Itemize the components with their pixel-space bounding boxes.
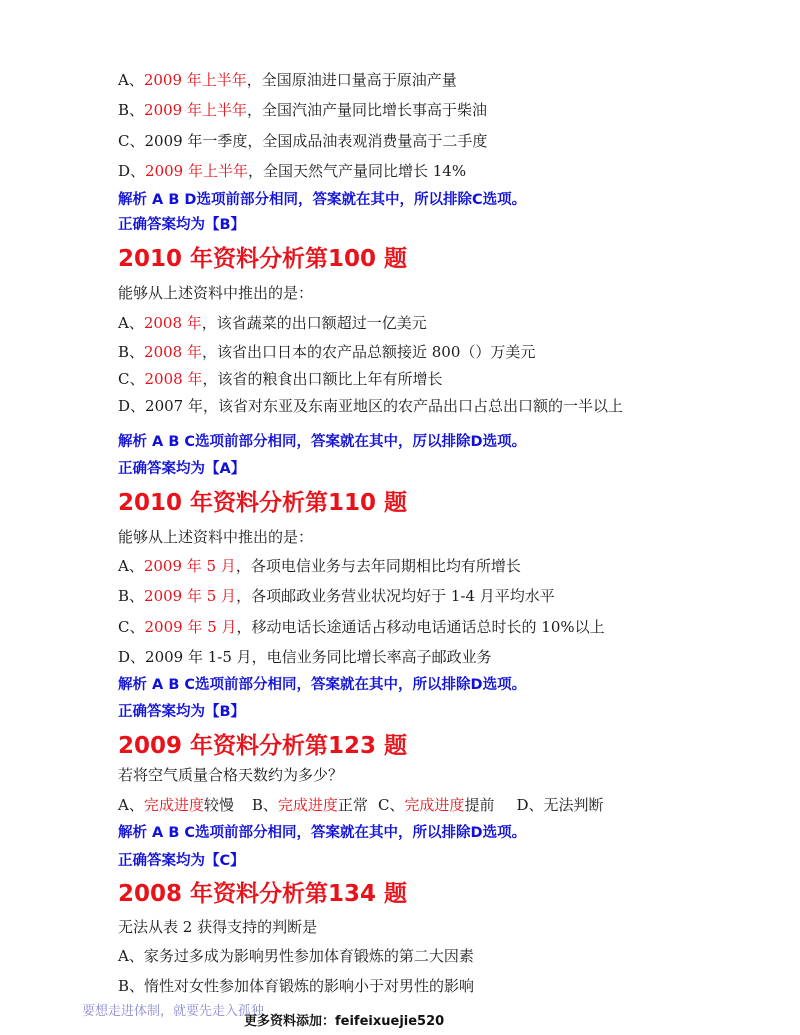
- watermark-text: 要想走进体制，就要先走入孤独: [82, 1004, 265, 1019]
- question-heading: 2008 年资料分析第134 题: [118, 881, 408, 907]
- option-c: [118, 617, 605, 637]
- option-prefix: C、: [377, 796, 405, 814]
- option-prefix: B、: [118, 101, 145, 119]
- explanation: 解析 A B C选项前部分相同，答案就在其中，厉以排除D选项。: [118, 434, 527, 450]
- correct-answer: 正确答案均为【B】: [118, 704, 246, 720]
- option-a: [118, 313, 427, 333]
- option-prefix: B、: [251, 796, 278, 814]
- option-a: A、家务过多成为影响男性参加体育锻炼的第二大因素: [118, 947, 474, 965]
- question-text: 若将空气质量合格天数约为多少？: [118, 766, 344, 784]
- highlight-text: 完成进度: [277, 796, 338, 814]
- highlight-text: 2009 年上半年: [144, 101, 247, 119]
- explanation: 解析 A B C选项前部分相同，答案就在其中，所以排除D选项。: [118, 677, 527, 693]
- highlight-text: 2009 年上半年: [143, 71, 247, 89]
- option-text: 较慢: [203, 796, 234, 814]
- option-d: D、2009 年 1-5 月，电信业务同比增长率高子邮政业务: [118, 648, 492, 666]
- footer-text: 更多资料添加：feifeixuejie520: [244, 1014, 445, 1029]
- highlight-text: 完成进度: [143, 796, 204, 814]
- option-text: 正常: [337, 796, 368, 814]
- option-prefix: C、: [118, 618, 145, 636]
- options-row: [118, 795, 603, 815]
- option-text: ，全国汽油产量同比增长事高于柴油: [246, 101, 487, 119]
- option-d: [118, 161, 466, 181]
- explanation: 解析 A B D选项前部分相同，答案就在其中，所以排除C选项。: [118, 192, 527, 208]
- option-prefix: D、: [118, 162, 146, 180]
- highlight-text: 2009 年 5 月: [144, 587, 237, 605]
- option-prefix: A、: [118, 557, 144, 575]
- option-text: ，该省出口日本的农产品总额接近 800（）万美元: [201, 343, 536, 361]
- option-text: ，各项电信业务与去年同期相比均有所增长: [235, 557, 521, 575]
- question-heading: 2010 年资料分析第100 题: [118, 246, 408, 272]
- highlight-text: 2009 年 5 月: [144, 618, 237, 636]
- option-text: ，全国天然气产量同比增长 14%: [247, 162, 467, 180]
- option-text: 提前: [464, 796, 495, 814]
- option-b: [118, 586, 555, 606]
- option-prefix: A、: [118, 314, 144, 332]
- option-d: D、2007 年，该省对东亚及东南亚地区的农产品出口占总出口额的一半以上: [118, 397, 623, 415]
- correct-answer: 正确答案均为【C】: [118, 853, 245, 869]
- option-text: ，移动电话长途通话占移动电话通话总时长的 10%以上: [236, 618, 605, 636]
- correct-answer: 正确答案均为【A】: [118, 461, 246, 477]
- question-text: 无法从表 2 获得支持的判断是: [118, 918, 318, 936]
- highlight-text: 2008 年: [144, 370, 203, 388]
- option-c: [118, 369, 442, 389]
- option-prefix: C、: [118, 370, 145, 388]
- option-c: C、2009 年一季度，全国成品油表观消费量高于二手度: [118, 132, 488, 150]
- question-text: 能够从上述资料中推出的是：: [118, 284, 314, 302]
- explanation: 解析 A B C选项前部分相同，答案就在其中，所以排除D选项。: [118, 825, 527, 841]
- question-text: 能够从上述资料中推出的是：: [118, 528, 314, 546]
- option-a: [118, 70, 457, 90]
- option-b: [118, 342, 535, 362]
- highlight-text: 2009 年 5 月: [143, 557, 236, 575]
- option-b: B、惰性对女性参加体育锻炼的影响小于对男性的影响: [118, 977, 475, 995]
- question-heading: 2010 年资料分析第110 题: [118, 490, 408, 516]
- option-text: ，全国原油进口量高于原油产量: [246, 71, 457, 89]
- option-text: ，各项邮政业务营业状况均好于 1-4 月平均水平: [236, 587, 555, 605]
- highlight-text: 完成进度: [404, 796, 465, 814]
- option-prefix: B、: [118, 343, 145, 361]
- option-prefix: A、: [118, 71, 144, 89]
- highlight-text: 2009 年上半年: [145, 162, 248, 180]
- option-text: ，该省蔬菜的出口额超过一亿美元: [201, 314, 427, 332]
- highlight-text: 2008 年: [143, 314, 202, 332]
- option-text: ，该省的粮食出口额比上年有所增长: [202, 370, 443, 388]
- highlight-text: 2008 年: [144, 343, 202, 361]
- option-prefix: B、: [118, 587, 145, 605]
- question-heading: 2009 年资料分析第123 题: [118, 733, 408, 759]
- option-prefix: A、: [118, 796, 144, 814]
- correct-answer: 正确答案均为【B】: [118, 217, 246, 233]
- option-a: [118, 556, 521, 576]
- option-b: [118, 100, 487, 120]
- option-text: D、无法判断: [516, 796, 604, 814]
